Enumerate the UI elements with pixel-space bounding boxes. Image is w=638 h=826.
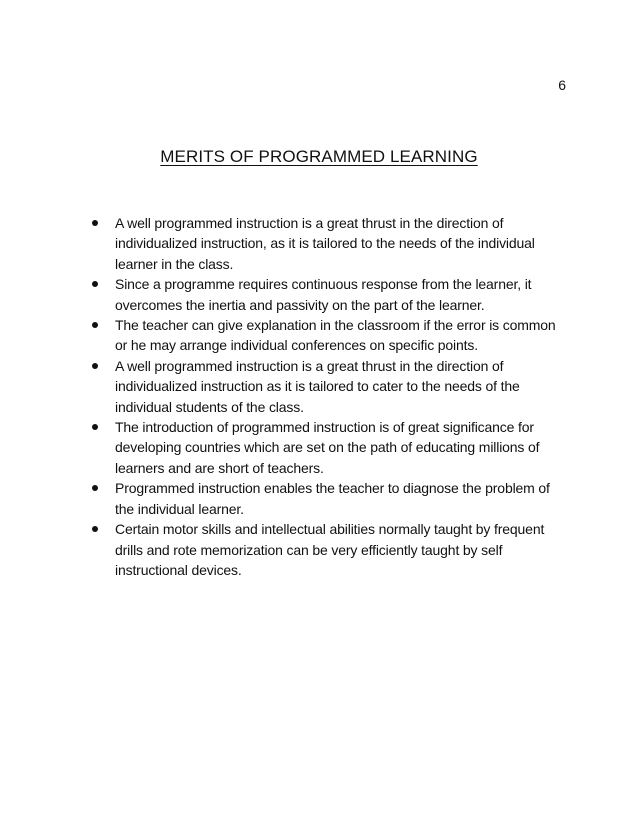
list-item-text: A well programmed instruction is a great thrust in the direction of individualized instruction, as it is tailored to the needs of the individual learner in the class. (115, 215, 535, 272)
bullet-icon (92, 526, 98, 532)
bullet-icon (92, 322, 98, 328)
page-number: 6 (558, 77, 566, 93)
list-item (92, 274, 558, 315)
bullet-icon (92, 281, 98, 287)
list-item (92, 213, 558, 274)
list-item-text: The introduction of programmed instruction is of great significance for developing countries which are set on the path of educating millions of learners and are short of teachers. (115, 419, 540, 476)
bullet-icon (92, 424, 98, 430)
list-item (92, 315, 558, 356)
list-item-text: Programmed instruction enables the teacher to diagnose the problem of the individual learner. (115, 480, 550, 517)
list-item (92, 417, 558, 478)
bullet-icon (92, 363, 98, 369)
list-item-text: A well programmed instruction is a great thrust in the direction of individualized instruction as it is tailored to cater to the needs of the individual students of the class. (115, 357, 520, 415)
list-item-text: The teacher can give explanation in the classroom if the error is common or he may arrange individual conferences on specific points. (115, 317, 556, 354)
list-item-text: Since a programme requires continuous response from the learner, it overcomes the inertia and passivity on the part of the learner. (115, 276, 532, 313)
list-item (92, 478, 558, 519)
list-item (92, 519, 558, 580)
page-title: MERITS OF PROGRAMMED LEARNING (160, 147, 478, 166)
list-item (92, 356, 558, 417)
bullet-icon (92, 220, 98, 226)
list-item-text: Certain motor skills and intellectual abilities normally taught by frequent drills and rote memorization can be very efficiently taught by self instructional devices. (115, 521, 545, 578)
bullet-icon (92, 485, 98, 491)
merits-list (92, 213, 558, 580)
